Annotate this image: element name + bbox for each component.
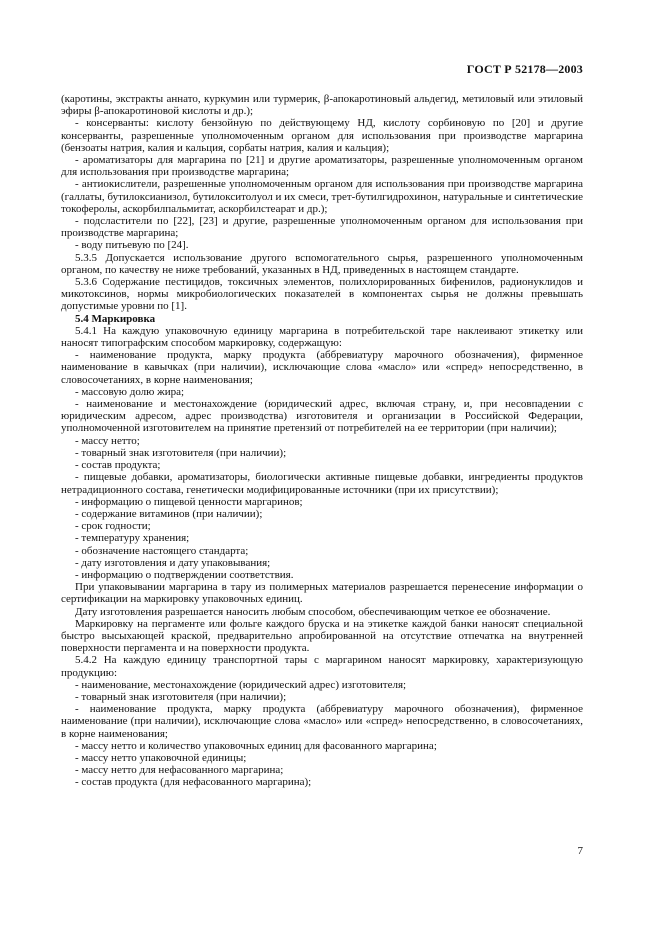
paragraph: 5.3.6 Содержание пестицидов, токсичных элементов, полихлорированных бифенилов, радионуклидов и микотоксинов, нормы микробиологических показателей в компонентах сырья не должны превышать допустимые уровни по [1]. (61, 276, 583, 313)
paragraph: - подсластители по [22], [23] и другие, разрешенные уполномоченным органом для использования при производстве маргарина; (61, 215, 583, 240)
paragraph: - дату изготовления и дату упаковывания; (75, 556, 271, 569)
paragraph: (каротины, экстракты аннато, куркумин или турмерик, β-апокаротиновый альдегид, метиловый или этиловый эфиры β-апокаротиновой кислоты и др.); (61, 93, 583, 118)
document-header: ГОСТ Р 52178—2003 (466, 62, 583, 76)
paragraph: - пищевые добавки, ароматизаторы, биологически активные пищевые добавки, ингредиенты продуктов нетрадиционного состава, генетически модифицированные источники (при их присутствии); (61, 471, 583, 496)
paragraph: - массовую долю жира; (75, 385, 185, 398)
paragraph: - воду питьевую по [24]. (75, 239, 189, 252)
section-heading: 5.4 Маркировка (75, 312, 156, 325)
paragraph: - наименование и местонахождение (юридический адрес, включая страну, и, при несовпадении с юридическим адресом, адрес производства) изготовителя и организации в Российской Федерации, уполномоченной изготовителем на принятие претензий от потребителей на ее территории (при наличии); (61, 398, 583, 435)
paragraph: 5.3.5 Допускается использование другого вспомогательного сырья, разрешенного уполномоченным органом, по качеству не ниже требований, указанных в НД, приведенных в настоящем стандарте. (61, 251, 583, 276)
paragraph: - массу нетто упаковочной единицы; (75, 751, 247, 764)
paragraph: Маркировку на пергаменте или фольге каждого бруска и на этикетке каждой банки наносят специальной быстро высыхающей краской, предварительно апробированной на отсутствие отпечатка на внутренней поверхности пергамента и на поверхности продукта. (61, 617, 583, 655)
paragraph: - наименование, местонахождение (юридический адрес) изготовителя; (75, 678, 407, 691)
document-body (61, 93, 583, 789)
paragraph: - информацию о пищевой ценности маргаринов; (75, 495, 303, 508)
paragraph: - состав продукта (для нефасованного маргарина); (75, 776, 312, 789)
paragraph: - температуру хранения; (75, 532, 190, 545)
paragraph: - наименование продукта, марку продукта (аббревиатуру марочного обозначения), фирменное наименование в кавычках (при наличии), исключающие слова «масло» или «спред» непосредственно, в словосочетаниях, в корне наименования; (61, 349, 583, 386)
paragraph: - содержание витаминов (при наличии); (75, 507, 263, 520)
paragraph: Дату изготовления разрешается наносить любым способом, обеспечивающим четкое ее обозначение. (75, 605, 551, 618)
paragraph: - срок годности; (75, 520, 151, 533)
paragraph: - информацию о подтверждении соответствия. (75, 568, 294, 581)
paragraph: - состав продукта; (75, 459, 161, 472)
paragraph: 5.4.1 На каждую упаковочную единицу маргарина в потребительской таре наклеивают этикетку или наносят типографским способом маркировку, содержащую: (61, 324, 583, 350)
paragraph: - обозначение настоящего стандарта; (75, 544, 249, 557)
paragraph: - товарный знак изготовителя (при наличии); (75, 446, 287, 459)
paragraph: - массу нетто; (75, 434, 140, 447)
paragraph: - антиокислители, разрешенные уполномоченным органом для использования при производстве маргарина (галлаты, бутилоксианизол, бутилокситолуол и их смеси, трет-бутилгидрохинон, натуральные и синтетические токоферолы, аскорбилпальмитат, аскорбилстеарат и др.); (61, 178, 583, 215)
paragraph: - ароматизаторы для маргарина по [21] и другие ароматизаторы, разрешенные уполномоченным органом для использования при производстве маргарина; (61, 154, 583, 179)
paragraph: - товарный знак изготовителя (при наличии); (75, 690, 287, 703)
paragraph: - массу нетто и количество упаковочных единиц для фасованного маргарина; (75, 739, 437, 752)
paragraph: - консерванты: кислоту бензойную по действующему НД, кислоту сорбиновую по [20] и другие консерванты, разрешенные уполномоченным органом для использования при производстве маргарина (бензоаты натрия, калия и кальция, сорбаты натрия, калия и кальция); (61, 117, 583, 154)
page-number: 7 (577, 845, 583, 857)
paragraph: 5.4.2 На каждую единицу транспортной тары с маргарином наносят маркировку, характеризующую продукцию: (61, 654, 583, 679)
paragraph: При упаковывании маргарина в тару из полимерных материалов разрешается перенесение информации о сертификации на маркировку упаковочных единиц. (61, 581, 583, 606)
paragraph: - массу нетто для нефасованного маргарина; (75, 764, 284, 777)
paragraph: - наименование продукта, марку продукта (аббревиатуру марочного обозначения), фирменное наименование (при наличии), исключающие слова «масло» или «спред» непосредственно, в словосочетаниях, в корне наименования; (61, 703, 583, 740)
